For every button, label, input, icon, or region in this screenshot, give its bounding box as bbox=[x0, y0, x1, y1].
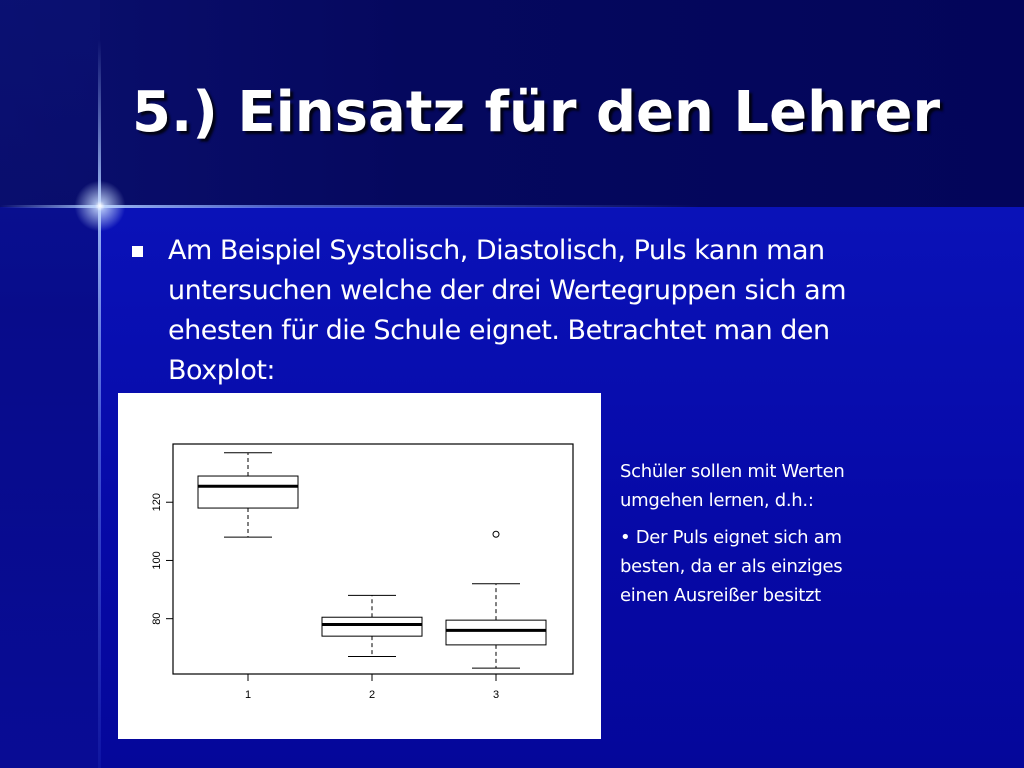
side-line: umgehen lernen, d.h.: bbox=[620, 490, 814, 511]
outlier-point bbox=[493, 531, 499, 537]
y-tick-label: 80 bbox=[150, 612, 163, 625]
side-line: Schüler sollen mit Werten bbox=[620, 461, 845, 482]
y-tick-label: 100 bbox=[150, 551, 163, 570]
box bbox=[446, 620, 546, 645]
bullet-line: ehesten für die Schule eignet. Betrachtet man den bbox=[168, 315, 830, 346]
side-line: • Der Puls eignet sich am bbox=[620, 527, 842, 548]
decorative-vertical-light bbox=[98, 40, 101, 768]
boxplot-chart bbox=[118, 393, 601, 739]
bullet-line: Am Beispiel Systolisch, Diastolisch, Puls kann man bbox=[168, 235, 825, 266]
side-paragraph bbox=[620, 457, 940, 515]
side-paragraph bbox=[620, 523, 940, 610]
side-note bbox=[620, 457, 940, 618]
slide-left-band bbox=[0, 0, 100, 768]
bullet-line: untersuchen welche der drei Wertegruppen sich am bbox=[168, 275, 846, 306]
y-tick-label: 120 bbox=[150, 493, 163, 512]
x-tick-label: 3 bbox=[492, 689, 500, 701]
box bbox=[322, 617, 422, 636]
box bbox=[198, 476, 298, 508]
decorative-sparkle bbox=[70, 176, 130, 236]
side-line: besten, da er als einziges bbox=[620, 556, 843, 577]
bullet-square-icon bbox=[132, 246, 143, 257]
bullet-line: Boxplot: bbox=[168, 355, 276, 386]
bullet-text bbox=[168, 231, 968, 391]
slide-title: 5.) Einsatz für den Lehrer bbox=[132, 80, 941, 145]
side-line: einen Ausreißer besitzt bbox=[620, 585, 821, 606]
boxplot-panel bbox=[118, 393, 601, 739]
x-tick-label: 1 bbox=[244, 689, 252, 701]
x-tick-label: 2 bbox=[368, 689, 376, 701]
